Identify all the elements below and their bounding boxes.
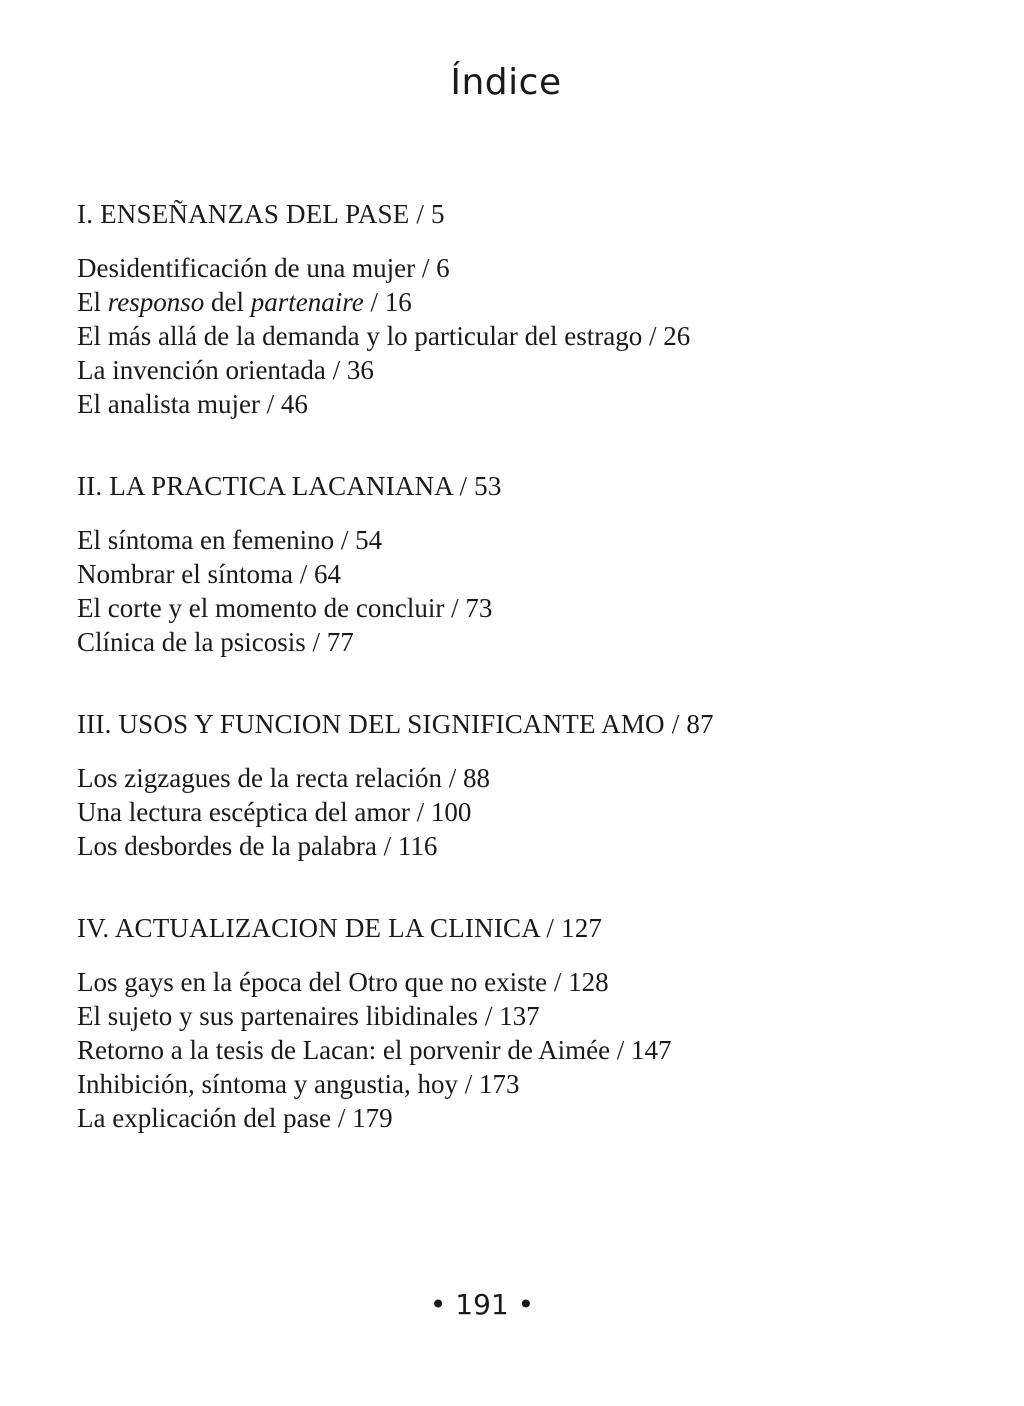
toc-entry: El más allá de la demanda y lo particular del estrago / 26 xyxy=(77,321,691,351)
toc-entry-italic-text: partenaire xyxy=(250,287,364,317)
page-title: Índice xyxy=(450,62,562,103)
toc-entry: Retorno a la tesis de Lacan: el porvenir de Aimée / 147 xyxy=(77,1035,672,1065)
toc-entry: Los desbordes de la palabra / 116 xyxy=(77,831,438,861)
toc-entry: La invención orientada / 36 xyxy=(77,355,374,385)
toc-entry-italic-text: responso xyxy=(107,287,205,317)
toc-entry-text: del xyxy=(204,287,251,317)
toc-entry: El síntoma en femenino / 54 xyxy=(77,525,383,555)
toc-entry: Inhibición, síntoma y angustia, hoy / 173 xyxy=(77,1069,520,1099)
toc-entry-text: El xyxy=(77,287,108,317)
toc-section xyxy=(77,910,977,1135)
section-heading: I. ENSEÑANZAS DEL PASE / 5 xyxy=(77,199,445,229)
toc-entry: Clínica de la psicosis / 77 xyxy=(77,627,354,657)
toc-entry: Nombrar el síntoma / 64 xyxy=(77,559,341,589)
section-heading: II. LA PRACTICA LACANIANA / 53 xyxy=(77,471,502,501)
toc-section xyxy=(77,706,977,863)
toc-entry: Desidentificación de una mujer / 6 xyxy=(77,253,450,283)
toc-entry: El corte y el momento de concluir / 73 xyxy=(77,593,493,623)
toc-entry: Una lectura escéptica del amor / 100 xyxy=(77,797,472,827)
toc-entry xyxy=(77,285,977,319)
toc-entry: El analista mujer / 46 xyxy=(77,389,308,419)
toc-entry: Los zigzagues de la recta relación / 88 xyxy=(77,763,491,793)
toc-entry: El sujeto y sus partenaires libidinales / 137 xyxy=(77,1001,540,1031)
toc-section xyxy=(77,196,977,421)
toc-entry: Los gays en la época del Otro que no existe / 128 xyxy=(77,967,609,997)
toc-entry: La explicación del pase / 179 xyxy=(77,1103,393,1133)
section-heading: III. USOS Y FUNCION DEL SIGNIFICANTE AMO / 87 xyxy=(77,709,714,739)
section-heading: IV. ACTUALIZACION DE LA CLINICA / 127 xyxy=(77,913,603,943)
toc-section xyxy=(77,468,977,659)
table-of-contents xyxy=(77,196,977,1135)
toc-entry-text: / 16 xyxy=(363,287,412,317)
page-number: • 191 • xyxy=(429,1288,535,1321)
